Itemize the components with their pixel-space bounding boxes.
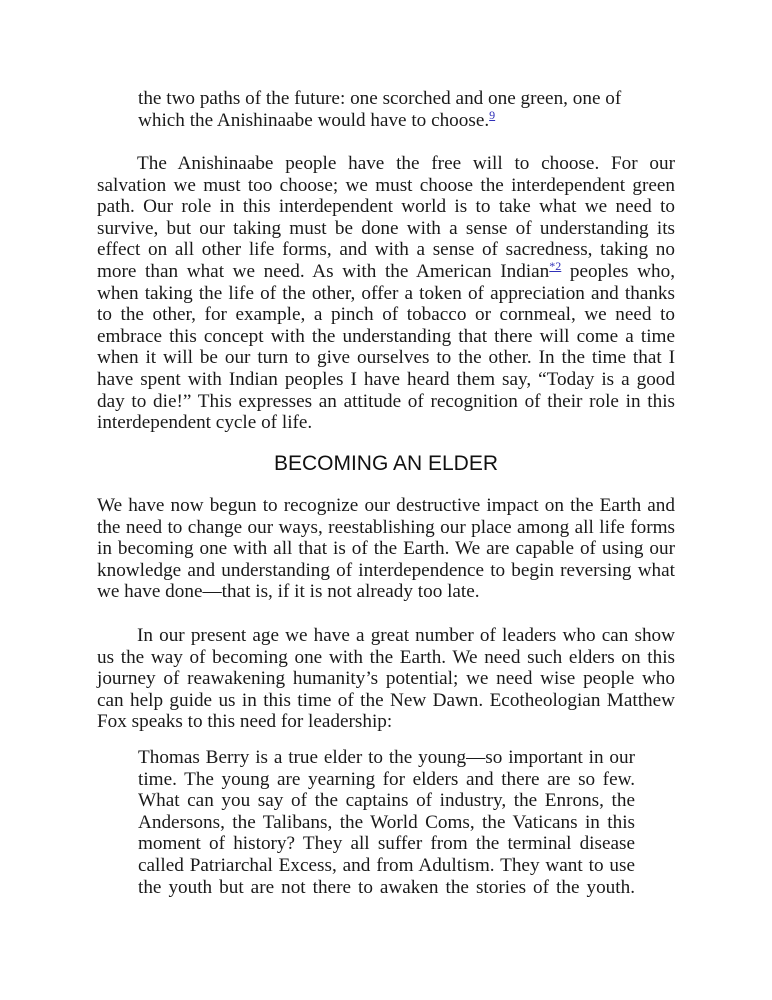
block-quote-text: the two paths of the future: one scorched and one green, one of which the Anishinaabe would have to choose. [138, 88, 622, 131]
paragraph-free-will [97, 153, 675, 434]
paragraph-text-part-1: The Anishinaabe people have the free will to choose. For our salvation we must too choose; we must choose the interdependent green path. Our role in this interdependent world is to take what we need to survive, but our taking must be done with a sense of understanding its effect on all other life forms, and with a sense of sacredness, taking no more than what we need. As with the American Indian [97, 153, 675, 282]
block-quote-matthew-fox: Thomas Berry is a true elder to the young—so important in our time. The young are yearning for elders and there are so few. What can you say of the captains of industry, the Enrons, the Andersons, the Talibans, the World Coms, the Vaticans in this moment of history? They all suffer from the terminal disease called Patriarchal Excess, and from Adultism. They want to use the youth but are not there to awaken the stories of the youth. [138, 747, 635, 898]
block-quote-continued [138, 88, 635, 131]
footnote-link-9[interactable]: 9 [489, 107, 496, 122]
section-heading: BECOMING AN ELDER [273, 452, 499, 475]
footnote-link-star-2[interactable]: *2 [549, 258, 562, 273]
paragraph-destructive-impact: We have now begun to recognize our destructive impact on the Earth and the need to change our ways, reestablishing our place among all life forms in becoming one with all that is of the Earth. We are capable of using our knowledge and understanding of interdependence to begin reversing what we have done—that is, if it is not already too late. [97, 495, 675, 603]
paragraph-leaders: In our present age we have a great number of leaders who can show us the way of becoming one with the Earth. We need such elders on this journey of reawakening humanity’s potential; we need wise people who can help guide us in this time of the New Dawn. Ecotheologian Matthew Fox speaks to this need for leadership: [97, 625, 675, 733]
paragraph-text-part-2: peoples who, when taking the life of the other, offer a token of appreciation and thanks to the other, for example, a pinch of tobacco or cornmeal, we need to embrace this concept with the understanding that there will come a time when it will be our turn to give ourselves to the other. In the time that I have spent with Indian peoples I have heard them say, “Today is a good day to die!” This expresses an attitude of recognition of their role in this interdependent cycle of life. [97, 260, 676, 434]
